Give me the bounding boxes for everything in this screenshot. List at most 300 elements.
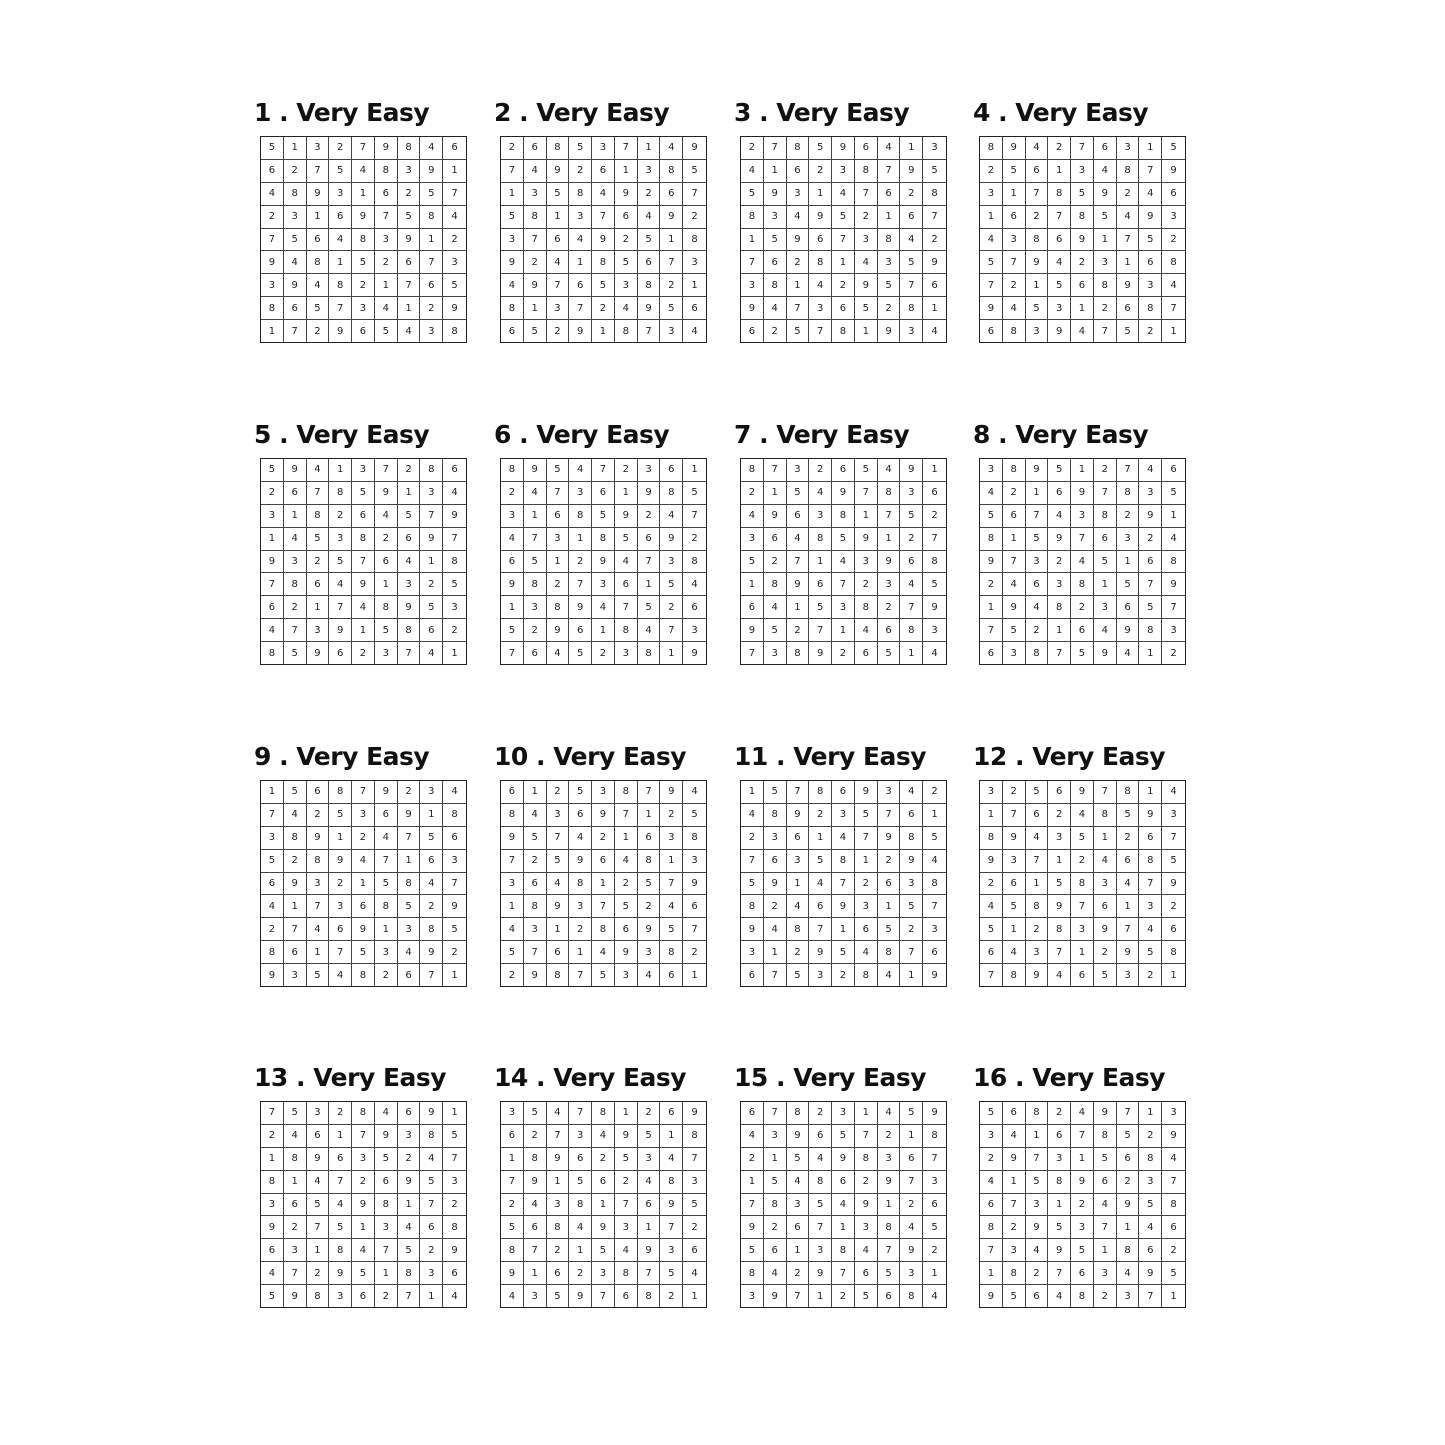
grid-cell: 6 <box>1139 251 1162 274</box>
grid-cell: 5 <box>420 183 443 206</box>
grid-cell: 2 <box>923 229 946 252</box>
grid-cell: 1 <box>501 1148 524 1171</box>
grid-cell: 5 <box>501 941 524 964</box>
grid-cell: 1 <box>451 969 458 981</box>
grid-cell: 1 <box>1117 1216 1140 1239</box>
grid-cell: 2 <box>764 895 787 918</box>
grid-cell: 2 <box>832 1285 855 1307</box>
grid-cell: 3 <box>375 642 398 664</box>
grid-cell: 8 <box>878 941 901 964</box>
grid-cell: 1 <box>787 873 810 896</box>
grid-cell: 8 <box>569 183 592 206</box>
grid-cell: 3 <box>329 183 352 206</box>
grid-cell: 4 <box>832 1194 855 1217</box>
grid-cell: 6 <box>980 941 1003 964</box>
grid-cell: 6 <box>878 1285 901 1307</box>
grid-cell: 3 <box>683 850 706 873</box>
grid-cell: 8 <box>501 804 524 827</box>
grid-cell: 2 <box>660 804 683 827</box>
grid-cell: 6 <box>1117 297 1140 320</box>
grid-cell: 3 <box>329 1285 352 1307</box>
grid-cell: 8 <box>420 1125 443 1148</box>
puzzle-block <box>973 98 1194 343</box>
grid-cell: 7 <box>329 1171 352 1194</box>
grid-cell: 7 <box>980 1239 1003 1262</box>
grid-cell: 7 <box>615 1194 638 1217</box>
grid-cell: 3 <box>352 1148 375 1171</box>
grid-cell: 1 <box>352 1216 375 1239</box>
grid-cell: 9 <box>1139 1262 1162 1285</box>
grid-cell: 3 <box>284 1239 307 1262</box>
grid-cell: 1 <box>900 1125 923 1148</box>
grid-cell: 1 <box>261 1148 284 1171</box>
grid-cell: 7 <box>1139 160 1162 183</box>
grid-cell: 2 <box>329 505 352 528</box>
grid-cell: 9 <box>683 873 706 896</box>
grid-cell: 7 <box>524 941 547 964</box>
grid-cell: 9 <box>420 941 443 964</box>
grid-cell: 6 <box>615 573 638 596</box>
grid-cell: 9 <box>638 482 661 505</box>
puzzle-title: 10 . Very Easy <box>494 742 687 771</box>
grid-cell: 6 <box>660 459 683 482</box>
grid-cell: 9 <box>660 206 683 229</box>
grid-cell: 5 <box>832 206 855 229</box>
grid-cell: 1 <box>1003 1171 1026 1194</box>
grid-cell: 2 <box>307 1262 330 1285</box>
grid-cell: 5 <box>284 229 307 252</box>
grid-cell: 4 <box>329 1194 352 1217</box>
grid-cell: 6 <box>832 781 855 804</box>
grid-cell: 3 <box>443 850 466 873</box>
grid-cell: 2 <box>1003 274 1026 297</box>
grid-cell: 4 <box>1162 1148 1185 1171</box>
grid-cell: 4 <box>524 804 547 827</box>
grid-cell: 1 <box>764 1148 787 1171</box>
grid-cell: 7 <box>855 1125 878 1148</box>
grid-cell: 2 <box>878 297 901 320</box>
grid-cell: 4 <box>398 1216 421 1239</box>
grid-cell: 9 <box>923 596 946 619</box>
grid-cell: 5 <box>1003 895 1026 918</box>
puzzle-block <box>494 1063 715 1308</box>
grid-cell: 1 <box>398 297 421 320</box>
grid-cell: 5 <box>660 918 683 941</box>
grid-cell: 9 <box>524 1171 547 1194</box>
grid-cell: 6 <box>352 1285 375 1307</box>
grid-cell: 1 <box>307 206 330 229</box>
grid-cell: 1 <box>1170 325 1177 337</box>
grid-cell: 5 <box>638 873 661 896</box>
grid-cell: 1 <box>1117 551 1140 574</box>
grid-cell: 4 <box>1094 619 1117 642</box>
grid-cell: 3 <box>1071 505 1094 528</box>
grid-cell: 4 <box>764 1262 787 1285</box>
grid-cell: 6 <box>809 229 832 252</box>
grid-cell: 7 <box>923 206 946 229</box>
grid-cell: 4 <box>352 160 375 183</box>
grid-cell: 5 <box>683 160 706 183</box>
grid-cell: 5 <box>787 482 810 505</box>
grid-cell: 5 <box>569 642 592 664</box>
grid-cell: 8 <box>764 573 787 596</box>
grid-cell: 2 <box>569 1262 592 1285</box>
grid-cell: 1 <box>524 1262 547 1285</box>
grid-cell: 7 <box>284 1262 307 1285</box>
grid-cell: 2 <box>547 320 570 342</box>
grid-cell: 6 <box>261 873 284 896</box>
grid-cell: 2 <box>638 183 661 206</box>
grid-cell: 2 <box>443 1194 466 1217</box>
puzzle-title: 5 . Very Easy <box>254 420 430 449</box>
grid-cell: 1 <box>524 297 547 320</box>
grid-cell: 3 <box>1162 206 1185 229</box>
grid-cell: 3 <box>1094 1262 1117 1285</box>
grid-cell: 2 <box>900 918 923 941</box>
grid-cell: 3 <box>1048 573 1071 596</box>
grid-cell: 9 <box>1048 1239 1071 1262</box>
grid-cell: 1 <box>1003 528 1026 551</box>
grid-cell: 6 <box>501 781 524 804</box>
grid-cell: 5 <box>832 528 855 551</box>
grid-cell: 7 <box>660 1216 683 1239</box>
grid-cell: 9 <box>261 551 284 574</box>
grid-cell: 1 <box>980 1262 1003 1285</box>
grid-cell: 2 <box>1026 1262 1049 1285</box>
grid-cell: 7 <box>443 183 466 206</box>
grid-cell: 3 <box>900 320 923 342</box>
grid-cell: 8 <box>980 827 1003 850</box>
grid-cell: 3 <box>398 160 421 183</box>
sudoku-grid <box>500 780 707 987</box>
grid-cell: 2 <box>900 528 923 551</box>
grid-cell: 6 <box>1026 804 1049 827</box>
grid-cell: 1 <box>1003 918 1026 941</box>
grid-cell: 6 <box>420 850 443 873</box>
grid-cell: 7 <box>524 229 547 252</box>
grid-cell: 1 <box>832 619 855 642</box>
grid-cell: 4 <box>900 229 923 252</box>
grid-cell: 5 <box>1139 596 1162 619</box>
grid-cell: 4 <box>592 596 615 619</box>
grid-cell: 5 <box>547 850 570 873</box>
grid-cell: 4 <box>1003 297 1026 320</box>
grid-cell: 8 <box>900 827 923 850</box>
grid-cell: 6 <box>592 482 615 505</box>
grid-cell: 1 <box>787 274 810 297</box>
grid-cell: 4 <box>923 850 946 873</box>
grid-cell: 6 <box>1071 964 1094 986</box>
grid-cell: 1 <box>660 1125 683 1148</box>
grid-cell: 5 <box>1026 528 1049 551</box>
grid-cell: 6 <box>547 1262 570 1285</box>
grid-cell: 8 <box>1117 482 1140 505</box>
grid-cell: 5 <box>741 1239 764 1262</box>
grid-cell: 9 <box>420 1102 443 1125</box>
grid-cell: 3 <box>1162 1102 1185 1125</box>
grid-cell: 8 <box>923 183 946 206</box>
grid-cell: 9 <box>1026 964 1049 986</box>
grid-cell: 8 <box>1162 941 1185 964</box>
grid-cell: 8 <box>832 320 855 342</box>
grid-cell: 7 <box>524 1239 547 1262</box>
grid-cell: 5 <box>1094 964 1117 986</box>
grid-cell: 8 <box>615 781 638 804</box>
grid-cell: 1 <box>307 1239 330 1262</box>
puzzle-block <box>494 742 715 987</box>
grid-cell: 4 <box>1094 850 1117 873</box>
grid-cell: 3 <box>1003 229 1026 252</box>
grid-cell: 7 <box>1026 183 1049 206</box>
grid-cell: 3 <box>352 804 375 827</box>
grid-cell: 6 <box>1048 1125 1071 1148</box>
grid-cell: 5 <box>443 573 466 596</box>
grid-cell: 2 <box>398 183 421 206</box>
grid-cell: 2 <box>420 895 443 918</box>
grid-cell: 7 <box>660 873 683 896</box>
grid-cell: 1 <box>638 1216 661 1239</box>
grid-cell: 7 <box>787 551 810 574</box>
grid-cell: 9 <box>501 827 524 850</box>
grid-cell: 4 <box>638 1171 661 1194</box>
grid-cell: 2 <box>1003 781 1026 804</box>
grid-cell: 9 <box>1162 573 1185 596</box>
grid-cell: 7 <box>764 964 787 986</box>
grid-cell: 8 <box>660 1171 683 1194</box>
grid-cell: 3 <box>592 1262 615 1285</box>
grid-cell: 6 <box>923 1194 946 1217</box>
grid-cell: 4 <box>683 573 706 596</box>
puzzle-block <box>973 420 1194 665</box>
grid-cell: 1 <box>1162 505 1185 528</box>
grid-cell: 8 <box>615 320 638 342</box>
grid-cell: 1 <box>524 505 547 528</box>
grid-cell: 3 <box>501 873 524 896</box>
grid-cell: 6 <box>683 895 706 918</box>
grid-cell: 2 <box>980 1148 1003 1171</box>
grid-cell: 5 <box>1094 551 1117 574</box>
grid-cell: 1 <box>352 619 375 642</box>
grid-cell: 8 <box>1048 918 1071 941</box>
grid-cell: 3 <box>501 229 524 252</box>
grid-cell: 8 <box>329 781 352 804</box>
grid-cell: 4 <box>615 551 638 574</box>
grid-cell: 5 <box>683 482 706 505</box>
grid-cell: 6 <box>832 459 855 482</box>
grid-cell: 7 <box>683 918 706 941</box>
grid-cell: 6 <box>787 505 810 528</box>
grid-cell: 2 <box>683 206 706 229</box>
grid-cell: 6 <box>1003 505 1026 528</box>
grid-cell: 8 <box>1048 596 1071 619</box>
grid-cell: 3 <box>1117 964 1140 986</box>
grid-cell: 4 <box>1026 596 1049 619</box>
grid-cell: 4 <box>261 619 284 642</box>
grid-cell: 8 <box>923 551 946 574</box>
grid-cell: 7 <box>284 918 307 941</box>
grid-cell: 9 <box>501 251 524 274</box>
grid-cell: 1 <box>1170 1290 1177 1302</box>
grid-cell: 6 <box>284 941 307 964</box>
grid-cell: 2 <box>1026 206 1049 229</box>
grid-cell: 8 <box>683 1125 706 1148</box>
grid-cell: 4 <box>638 964 661 986</box>
grid-cell: 5 <box>764 1171 787 1194</box>
puzzle-block <box>973 1063 1194 1308</box>
grid-cell: 3 <box>569 1125 592 1148</box>
grid-cell: 6 <box>443 827 466 850</box>
grid-cell: 8 <box>787 918 810 941</box>
grid-cell: 4 <box>1071 1102 1094 1125</box>
grid-cell: 3 <box>375 229 398 252</box>
grid-cell: 2 <box>261 1125 284 1148</box>
grid-cell: 3 <box>375 941 398 964</box>
grid-cell: 3 <box>683 1171 706 1194</box>
grid-cell: 4 <box>398 941 421 964</box>
grid-cell: 1 <box>1139 137 1162 160</box>
grid-cell: 4 <box>375 1102 398 1125</box>
grid-cell: 8 <box>569 505 592 528</box>
grid-cell: 1 <box>1026 873 1049 896</box>
grid-cell: 1 <box>878 1194 901 1217</box>
grid-cell: 5 <box>809 850 832 873</box>
grid-cell: 7 <box>1026 1148 1049 1171</box>
grid-cell: 2 <box>547 1239 570 1262</box>
sudoku-grid <box>740 136 947 343</box>
grid-cell: 3 <box>1048 1148 1071 1171</box>
grid-cell: 1 <box>569 251 592 274</box>
grid-cell: 5 <box>398 206 421 229</box>
grid-cell: 7 <box>855 482 878 505</box>
grid-cell: 4 <box>261 183 284 206</box>
grid-cell: 9 <box>832 1148 855 1171</box>
grid-cell: 3 <box>832 160 855 183</box>
grid-cell: 4 <box>1117 642 1140 664</box>
grid-cell: 5 <box>261 1285 284 1307</box>
grid-cell: 9 <box>261 251 284 274</box>
grid-cell: 1 <box>1139 1102 1162 1125</box>
grid-cell: 2 <box>307 320 330 342</box>
grid-cell: 3 <box>980 1125 1003 1148</box>
grid-cell: 8 <box>1071 1285 1094 1307</box>
grid-cell: 7 <box>307 482 330 505</box>
grid-cell: 4 <box>660 137 683 160</box>
grid-cell: 4 <box>1162 274 1185 297</box>
grid-cell: 5 <box>284 642 307 664</box>
grid-cell: 4 <box>524 482 547 505</box>
grid-cell: 3 <box>878 573 901 596</box>
grid-cell: 7 <box>1003 251 1026 274</box>
grid-cell: 7 <box>809 1216 832 1239</box>
grid-cell: 8 <box>615 619 638 642</box>
grid-cell: 2 <box>832 274 855 297</box>
grid-cell: 8 <box>284 183 307 206</box>
grid-cell: 1 <box>900 137 923 160</box>
grid-cell: 4 <box>261 1262 284 1285</box>
puzzle-block <box>254 742 475 987</box>
grid-cell: 3 <box>524 918 547 941</box>
grid-cell: 5 <box>1162 1262 1185 1285</box>
grid-cell: 3 <box>683 251 706 274</box>
grid-cell: 2 <box>1048 804 1071 827</box>
grid-cell: 2 <box>809 459 832 482</box>
grid-cell: 5 <box>900 895 923 918</box>
grid-cell: 9 <box>900 160 923 183</box>
grid-cell: 7 <box>443 873 466 896</box>
grid-cell: 9 <box>638 1239 661 1262</box>
grid-cell: 8 <box>1162 251 1185 274</box>
grid-cell: 5 <box>809 596 832 619</box>
grid-cell: 4 <box>501 274 524 297</box>
grid-cell: 7 <box>900 941 923 964</box>
grid-cell: 1 <box>741 1171 764 1194</box>
grid-cell: 8 <box>352 964 375 986</box>
grid-cell: 4 <box>809 873 832 896</box>
grid-cell: 9 <box>741 619 764 642</box>
grid-cell: 3 <box>787 459 810 482</box>
grid-cell: 1 <box>443 160 466 183</box>
grid-cell: 1 <box>764 160 787 183</box>
grid-cell: 1 <box>329 827 352 850</box>
grid-cell: 4 <box>307 459 330 482</box>
grid-cell: 2 <box>329 1102 352 1125</box>
grid-cell: 2 <box>501 1194 524 1217</box>
grid-cell: 8 <box>398 137 421 160</box>
grid-cell: 2 <box>832 964 855 986</box>
grid-cell: 5 <box>1071 183 1094 206</box>
grid-cell: 5 <box>1071 827 1094 850</box>
grid-cell: 7 <box>1094 781 1117 804</box>
grid-cell: 3 <box>1003 850 1026 873</box>
grid-cell: 9 <box>741 1216 764 1239</box>
grid-cell: 9 <box>592 551 615 574</box>
grid-cell: 5 <box>284 1102 307 1125</box>
grid-cell: 1 <box>547 551 570 574</box>
grid-cell: 7 <box>855 827 878 850</box>
grid-cell: 7 <box>900 1171 923 1194</box>
grid-cell: 4 <box>855 619 878 642</box>
grid-cell: 6 <box>660 183 683 206</box>
grid-cell: 5 <box>501 619 524 642</box>
grid-cell: 3 <box>638 160 661 183</box>
grid-cell: 4 <box>307 1171 330 1194</box>
grid-cell: 2 <box>1094 1285 1117 1307</box>
grid-cell: 3 <box>1026 551 1049 574</box>
sudoku-grid <box>979 458 1186 665</box>
grid-cell: 7 <box>1071 895 1094 918</box>
grid-cell: 2 <box>1026 619 1049 642</box>
grid-cell: 8 <box>261 941 284 964</box>
grid-cell: 9 <box>547 619 570 642</box>
grid-cell: 2 <box>764 320 787 342</box>
grid-cell: 9 <box>855 274 878 297</box>
grid-cell: 6 <box>1094 137 1117 160</box>
grid-cell: 6 <box>980 1194 1003 1217</box>
grid-cell: 6 <box>855 1262 878 1285</box>
grid-cell: 8 <box>443 804 466 827</box>
grid-cell: 9 <box>787 1125 810 1148</box>
grid-cell: 6 <box>307 573 330 596</box>
grid-cell: 9 <box>307 827 330 850</box>
grid-cell: 2 <box>878 596 901 619</box>
grid-cell: 8 <box>741 895 764 918</box>
grid-cell: 3 <box>1026 320 1049 342</box>
grid-cell: 5 <box>855 297 878 320</box>
grid-cell: 3 <box>660 827 683 850</box>
grid-cell: 1 <box>764 482 787 505</box>
sudoku-grid <box>740 458 947 665</box>
grid-cell: 1 <box>741 781 764 804</box>
